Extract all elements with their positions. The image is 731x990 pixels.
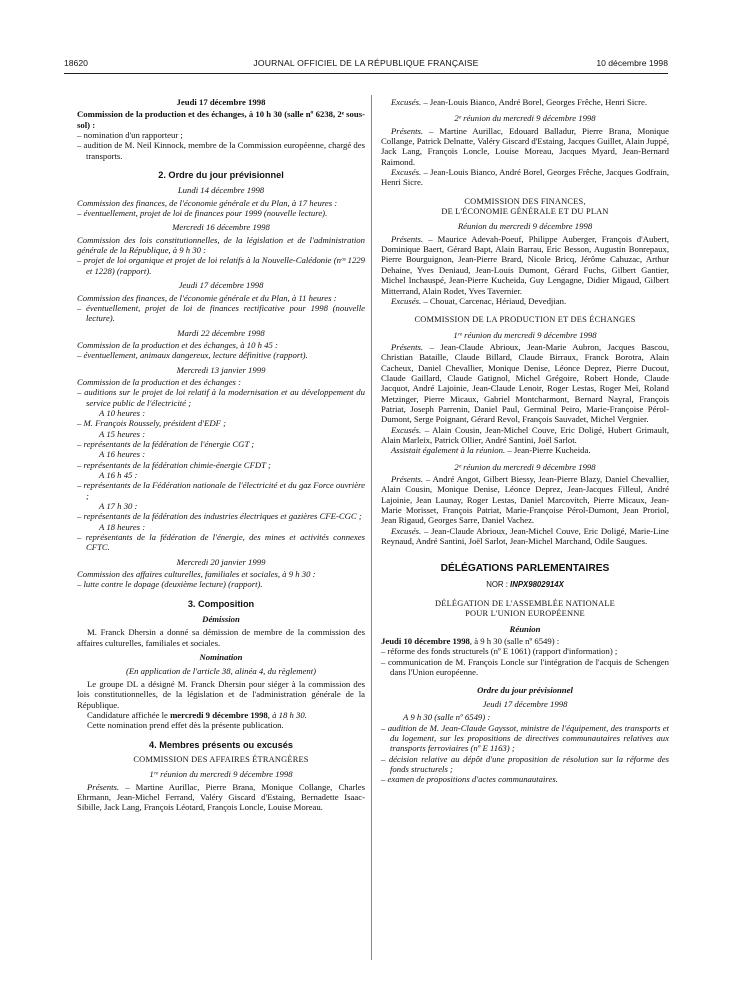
candidature-text: Candidature affichée le <box>87 709 171 720</box>
header-rule <box>64 73 668 74</box>
meeting-paragraph: Commission des finances, de l'économie générale et du Plan, à 17 heures : <box>77 197 338 208</box>
candidature-line <box>77 710 365 720</box>
excused-label: Excusés. <box>391 167 422 178</box>
agenda-item: – examen de propositions d'actes communautaires. <box>381 774 558 785</box>
present-label: Présents. <box>391 341 424 352</box>
excused-names: – Jean-Louis Bianco, André Borel, Georges Frêche, Henri Sicre. <box>421 97 648 107</box>
date-heading: Jeudi 17 décembre 1998 <box>178 280 264 291</box>
attendance-excused <box>381 296 669 306</box>
journal-title: JOURNAL OFFICIEL DE LA RÉPUBLIQUE FRANÇAISE <box>253 58 479 68</box>
meeting-heading: 1ʳᵉ réunion du mercredi 9 décembre 1998 <box>453 329 597 340</box>
nor-reference <box>381 580 669 590</box>
nor-value: INPX9802914X <box>510 579 564 589</box>
agenda-item: – communication de M. François Loncle sur l'intégration de l'acquis de Schengen dans l'Union européenne. <box>381 656 669 678</box>
time-label: A 9 h 30 (salle nº 6549) : <box>403 712 491 723</box>
meeting-heading: 2ᵉ réunion du mercredi 9 décembre 1998 <box>454 113 596 124</box>
effect-line: Cette nomination prend effet dès la présente publication. <box>87 720 284 731</box>
agenda-item: – représentants de la fédération chimie-énergie CFDT ; <box>77 459 271 470</box>
agenda-item: – éventuellement, animaux dangereux, lecture définitive (rapport). <box>77 350 308 361</box>
agenda-item: – éventuellement, projet de loi de finances rectificative pour 1998 (nouvelle lecture). <box>77 302 365 324</box>
also-present-label: Assistait également à la réunion. <box>391 445 506 456</box>
meeting-heading: 1ʳᵉ réunion du mercredi 9 décembre 1998 <box>149 769 293 780</box>
present-label: Présents. <box>87 781 120 792</box>
excused-label: Excusés. <box>391 424 422 435</box>
time-label: A 17 h 30 : <box>99 501 138 512</box>
agenda-item: – éventuellement, projet de loi de finances pour 1999 (nouvelle lecture). <box>77 208 328 219</box>
time-label: A 18 heures : <box>99 521 146 532</box>
attendance-also-present <box>381 445 669 455</box>
excused-names: – Alain Cousin, Jean-Michel Couve, Eric Doligé, Hubert Grimault, Alain Marleix, Patrick Ollier, André Santini, Joël Sarlot. <box>381 424 669 445</box>
delegation-title: DÉLÉGATION DE L'ASSEMBLÉE NATIONALE <box>435 599 615 609</box>
attendance-excused <box>381 97 669 107</box>
agenda-item: – auditions sur le projet de loi relatif à la modernisation et au développement du service public de l'électricité ; <box>77 387 365 408</box>
excused-label: Excusés. <box>391 295 422 306</box>
agenda-item: – représentants de la fédération des industries électriques et gazières CFE-CGC ; <box>77 511 362 522</box>
right-column <box>381 97 669 785</box>
agenda-item: – représentants de la fédération de l'énergie CGT ; <box>77 438 255 449</box>
agenda-item: – lutte contre le dopage (deuxième lecture) (rapport). <box>77 579 263 590</box>
present-names: – Martine Aurillac, Edouard Balladur, Pierre Brana, Monique Collange, Patrick Delnatte, Valéry Giscard d'Estaing, Jacques Guillet, Alain Juppé, Jack Lang, François Loncle, Louise Moreau, Jacques Myard, Jean-Bernard Raimond. <box>381 125 669 167</box>
attendance-present <box>381 474 669 526</box>
resignation-paragraph: M. Franck Dhersin a donné sa démission de membre de la commission des affaires culturelles, familiales et sociales. <box>77 627 365 648</box>
meeting-heading: 2ᵉ réunion du mercredi 9 décembre 1998 <box>454 461 596 472</box>
meeting-time: , à 9 h 30 (salle nº 6549) : <box>469 636 560 647</box>
excused-label: Excusés. <box>391 525 422 536</box>
issue-date: 10 décembre 1998 <box>596 58 668 68</box>
agenda-item: – décision relative au dépôt d'une proposition de résolution sur la réforme des fonds structurels ; <box>381 753 669 774</box>
excused-names: – Jean-Claude Abrioux, Jean-Michel Couve, Eric Doligé, Marie-Line Reynaud, André Santini, Joël Sarlot, Jean-Michel Marchand, Odile Saugues. <box>381 525 669 547</box>
attendance-excused <box>381 526 669 547</box>
meeting-paragraph: Commission de la production et des échanges : <box>77 376 241 387</box>
meeting-date: Jeudi 10 décembre 1998 <box>381 636 470 647</box>
subsection-heading: Démission <box>202 614 240 625</box>
commission-title-line2: DE L'ÉCONOMIE GÉNÉRALE ET DU PLAN <box>441 207 609 217</box>
attendance-excused <box>381 425 669 446</box>
delegation-title-line2: POUR L'UNION EUROPÉENNE <box>465 609 585 619</box>
meeting-paragraph: Commission de la production et des échanges, à 10 h 45 : <box>77 339 278 350</box>
section-heading: 2. Ordre du jour prévisionnel <box>158 170 284 181</box>
commission-title: COMMISSION DES FINANCES, <box>464 196 586 206</box>
time-label: A 16 h 45 : <box>99 470 138 480</box>
nomination-paragraph: Le groupe DL a désigné M. Franck Dhersin pour siéger à la commission des lois constitutionnelles, de la législation et de l'administration générale de la République. <box>77 678 365 710</box>
left-column <box>77 97 365 813</box>
meeting-paragraph: Commission des finances, de l'économie générale et du Plan, à 11 heures : <box>77 292 337 303</box>
agenda-item: – projet de loi organique et projet de loi relatifs à la Nouvelle-Calédonie (nᵒˢ 1229 et 1228) (rapport). <box>77 255 365 276</box>
attendance-present <box>77 782 365 813</box>
section-heading: 3. Composition <box>187 598 255 609</box>
time-label: A 10 heures : <box>99 407 146 418</box>
agenda-item: – M. François Roussely, président d'EDF ; <box>77 418 227 429</box>
excused-names: – Jean-Louis Bianco, André Borel, Georges Frêche, Jacques Godfrain, Henri Sicre. <box>381 167 669 188</box>
meeting-heading: Réunion du mercredi 9 décembre 1998 <box>457 221 593 232</box>
column-divider <box>371 95 372 960</box>
subsection-heading: Ordre du jour prévisionnel <box>477 684 573 695</box>
agenda-item: – nomination d'un rapporteur ; <box>77 130 183 141</box>
agenda-item: – audition de M. Neil Kinnock, membre de la Commission européenne, chargé des transports. <box>77 140 365 161</box>
attendance-excused <box>381 167 669 188</box>
meeting-heading: Réunion <box>509 623 541 634</box>
present-names: – Maurice Adevah-Poeuf, Philippe Auberger, François d'Aubert, Dominique Baert, Gérard Bapt, Alain Barrau, Eric Besson, Augustin Bonrepaux, Pierre Bourguignon, Jean-Pierre Brard, Nicole Bricq, Jérôme Cahuzac, Arthur Dehaine, Yves Deniaud, Jean-Louis Dumont, Gérard Fuchs, Gilbert Gantier, Michel Inchauspé, Jean-Pierre Kucheida, Guy Lengagne, Didier Migaud, Gilbert Mitterrand, Alain Rodet, Yves Tavernier. <box>381 233 669 296</box>
agenda-item: – représentants de la fédération de l'énergie, des mines et activités connexes CFTC. <box>77 532 365 553</box>
meeting-paragraph: Commission de la production et des échanges, à 10 h 30 (salle nº 6238, 2ᵉ sous-sol) : <box>77 109 365 130</box>
meeting-line <box>381 636 669 646</box>
present-label: Présents. <box>391 474 424 484</box>
commission-title: COMMISSION DES AFFAIRES ÉTRANGÈRES <box>133 754 309 764</box>
date-heading: Jeudi 17 décembre 1998 <box>482 698 568 709</box>
date-heading: Lundi 14 décembre 1998 <box>177 185 265 196</box>
attendance-present <box>381 126 669 167</box>
excused-names: – Chouat, Carcenac, Hériaud, Devedjian. <box>421 295 567 306</box>
attendance-present <box>381 342 669 425</box>
meeting-paragraph: Commission des lois constitutionnelles, de la législation et de l'administration générale de la République, à 9 h 30 : <box>77 234 365 256</box>
page-header <box>64 58 668 72</box>
date-heading: Mercredi 16 décembre 1998 <box>172 222 270 233</box>
candidature-date: mercredi 9 décembre 1998 <box>170 709 268 720</box>
date-heading: Mercredi 13 janvier 1999 <box>176 364 266 375</box>
present-label: Présents. <box>391 233 424 244</box>
nor-label: NOR : <box>486 579 511 589</box>
day-heading: Jeudi 17 décembre 1998 <box>176 97 266 107</box>
meeting-paragraph: Commission des affaires culturelles, familiales et sociales, à 9 h 30 : <box>77 569 316 580</box>
present-label: Présents. <box>391 125 424 136</box>
section-heading: 4. Membres présents ou excusés <box>148 739 293 750</box>
candidature-time: , à 18 h 30. <box>267 709 307 720</box>
rule-reference: (En application de l'article 38, alinéa 4, du règlement) <box>125 665 317 676</box>
date-heading: Mercredi 20 janvier 1999 <box>176 556 266 567</box>
agenda-item: – audition de M. Jean-Claude Gayssot, ministre de l'équipement, des transports et du logement, sur les propositions de directives communautaires relatives aux transports ferroviaires (nº E 1163) ; <box>381 722 669 754</box>
subsection-heading: Nomination <box>199 652 243 663</box>
commission-title: COMMISSION DE LA PRODUCTION ET DES ÉCHANGES <box>414 315 636 325</box>
page-number: 18620 <box>64 58 88 68</box>
attendance-present <box>381 234 669 296</box>
agenda-item: – réforme des fonds structurels (nº E 1061) (rapport d'information) ; <box>381 646 618 657</box>
present-names: – Martine Aurillac, Pierre Brana, Monique Collange, Charles Ehrmann, Jean-Michel Ferrand, Valéry Giscard d'Estaing, Bernadette Isaac-Sibille, Jack Lang, François Léotard, François Loncle, Louise Moreau. <box>77 781 365 813</box>
also-present-names: – Jean-Pierre Kucheida. <box>505 445 591 456</box>
excused-label: Excusés. <box>391 97 422 107</box>
time-label: A 16 heures : <box>99 449 146 460</box>
section-heading: DÉLÉGATIONS PARLEMENTAIRES <box>440 563 610 575</box>
time-label: A 15 heures : <box>99 428 146 439</box>
date-heading: Mardi 22 décembre 1998 <box>177 327 265 338</box>
agenda-item: – représentants de la Fédération nationale de l'électricité et du gaz Force ouvrière ; <box>77 480 365 501</box>
present-names: – Jean-Claude Abrioux, Jean-Marie Aubron, Jacques Bascou, Christian Bataille, Claude Billard, Claude Birraux, Franck Borotra, Alain Cacheux, Daniel Chevallier, Monique Denise, Léonce Deprez, Pierre Ducout, Claude Gaillard, Claude Gatignol, Michel Grégoire, Robert Honde, Claude Jacquot, André Lajoinie, Jean-Claude Lenoir, Roger Lestas, Roger Meï, Roland Metzinger, Pierre Micaux, Gabriel Montcharmont, Bernard Nayral, François Patriat, Joseph Parrenin, Daniel Paul, Germinal Peiro, Marie-Françoise Pérol-Dumont, Serge Poignant, Gérard Revol, François Sauvadet, Michel Vergnier. <box>381 341 669 425</box>
present-names: – André Angot, Gilbert Biessy, Jean-Pierre Blazy, Daniel Chevallier, Alain Cousin, Monique Denise, Léonce Deprez, Jean-Jacques Filleul, André Lajoinie, Jean Launay, Roger Lestas, Daniel Marcovitch, Pierre Micaux, Jean-Marie Morisset, François Patriat, Marie-Françoise Pérol-Dumont, Jean Proriol, Jean Rigaud, Georges Sarre, Daniel Vachez. <box>381 474 669 526</box>
